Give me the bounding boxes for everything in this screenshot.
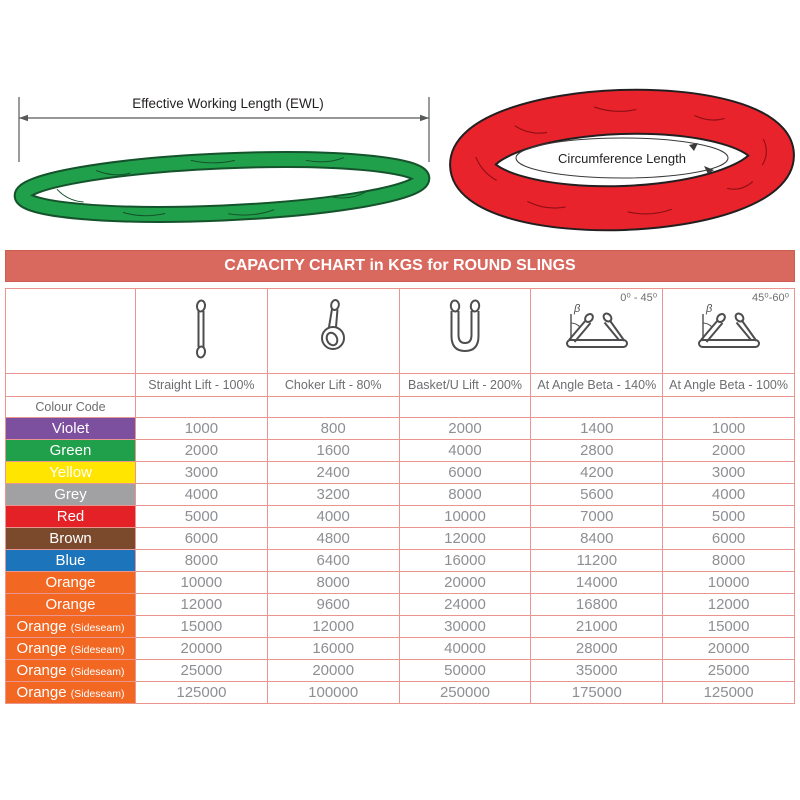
value-cell: 8000 — [136, 550, 268, 572]
colour-suffix: (Sideseam) — [70, 644, 125, 656]
value-cell: 175000 — [531, 682, 663, 704]
icon-cell-1 — [267, 289, 399, 374]
ewl-label: Effective Working Length (EWL) — [132, 96, 324, 111]
value-cell: 20000 — [399, 572, 531, 594]
colour-swatch-cell — [6, 462, 136, 484]
value-cell: 4000 — [267, 506, 399, 528]
value-cell: 30000 — [399, 616, 531, 638]
colour-swatch-cell — [6, 528, 136, 550]
value-cell: 15000 — [136, 616, 268, 638]
colour-code-row — [6, 397, 795, 418]
colour-name: Blue — [55, 552, 86, 569]
straight-lift-icon — [188, 347, 214, 364]
value-cell: 24000 — [399, 594, 531, 616]
column-label: Basket/U Lift - 200% — [399, 374, 531, 397]
value-cell: 8400 — [531, 528, 663, 550]
value-cell: 2000 — [136, 440, 268, 462]
value-cell: 7000 — [531, 506, 663, 528]
table-row — [6, 506, 795, 528]
colour-swatch-cell — [6, 638, 136, 660]
colour-swatch-cell — [6, 660, 136, 682]
value-cell: 4200 — [531, 462, 663, 484]
colour-swatch-cell — [6, 572, 136, 594]
table-row — [6, 462, 795, 484]
green-sling-ring — [21, 150, 423, 224]
angle-beta-icon — [692, 302, 766, 361]
corner-cell — [6, 374, 136, 397]
value-cell: 6000 — [399, 462, 531, 484]
corner-cell — [6, 289, 136, 374]
empty-cell — [136, 397, 268, 418]
column-label: At Angle Beta - 140% — [531, 374, 663, 397]
value-cell: 40000 — [399, 638, 531, 660]
table-row — [6, 682, 795, 704]
colour-swatch-cell — [6, 418, 136, 440]
table-row — [6, 660, 795, 682]
value-cell: 21000 — [531, 616, 663, 638]
value-cell: 12000 — [136, 594, 268, 616]
colour-swatch-cell — [6, 550, 136, 572]
value-cell: 25000 — [663, 660, 795, 682]
colour-name: Orange — [16, 618, 67, 635]
icon-cell-4 — [663, 289, 795, 374]
basket-u-lift-icon — [442, 347, 488, 364]
value-cell: 5000 — [136, 506, 268, 528]
value-cell: 4800 — [267, 528, 399, 550]
table-row — [6, 440, 795, 462]
value-cell: 10000 — [136, 572, 268, 594]
colour-name: Orange — [16, 684, 67, 701]
value-cell: 35000 — [531, 660, 663, 682]
colour-suffix: (Sideseam) — [70, 688, 125, 700]
value-cell: 6000 — [663, 528, 795, 550]
colour-swatch-cell — [6, 484, 136, 506]
angle-range-note: 45⁰-60⁰ — [752, 292, 789, 304]
value-cell: 4000 — [663, 484, 795, 506]
colour-name: Red — [56, 508, 85, 525]
value-cell: 1400 — [531, 418, 663, 440]
table-row — [6, 550, 795, 572]
value-cell: 12000 — [267, 616, 399, 638]
value-cell: 12000 — [663, 594, 795, 616]
value-cell: 5000 — [663, 506, 795, 528]
value-cell: 1000 — [136, 418, 268, 440]
value-cell: 50000 — [399, 660, 531, 682]
colour-name: Green — [49, 442, 92, 459]
chart-title: CAPACITY CHART in KGS for ROUND SLINGS — [5, 250, 795, 282]
table-row — [6, 616, 795, 638]
table-row — [6, 418, 795, 440]
colour-swatch-cell — [6, 682, 136, 704]
value-cell: 15000 — [663, 616, 795, 638]
value-cell: 5600 — [531, 484, 663, 506]
value-cell: 10000 — [663, 572, 795, 594]
value-cell: 10000 — [399, 506, 531, 528]
colour-code-label: Colour Code — [6, 397, 136, 418]
icon-cell-3 — [531, 289, 663, 374]
value-cell: 2000 — [399, 418, 531, 440]
value-cell: 2000 — [663, 440, 795, 462]
table-row — [6, 528, 795, 550]
value-cell: 16800 — [531, 594, 663, 616]
colour-swatch-cell — [6, 440, 136, 462]
value-cell: 14000 — [531, 572, 663, 594]
value-cell: 4000 — [136, 484, 268, 506]
empty-cell — [663, 397, 795, 418]
angle-range-note: 0⁰ - 45⁰ — [620, 292, 658, 304]
value-cell: 28000 — [531, 638, 663, 660]
icon-cell-0 — [136, 289, 268, 374]
sling-diagrams — [0, 0, 800, 250]
value-cell: 2800 — [531, 440, 663, 462]
value-cell: 20000 — [663, 638, 795, 660]
value-cell: 125000 — [136, 682, 268, 704]
column-label: Straight Lift - 100% — [136, 374, 268, 397]
value-cell: 3000 — [136, 462, 268, 484]
colour-swatch-cell — [6, 594, 136, 616]
colour-swatch-cell — [6, 616, 136, 638]
angle-beta-icon — [560, 302, 634, 361]
colour-name: Violet — [51, 420, 90, 437]
colour-suffix: (Sideseam) — [70, 666, 125, 678]
value-cell: 3200 — [267, 484, 399, 506]
colour-name: Orange — [16, 640, 67, 657]
icon-cell-2 — [399, 289, 531, 374]
table-row — [6, 484, 795, 506]
value-cell: 16000 — [399, 550, 531, 572]
value-cell: 125000 — [663, 682, 795, 704]
colour-name: Grey — [54, 486, 87, 503]
value-cell: 100000 — [267, 682, 399, 704]
value-cell: 12000 — [399, 528, 531, 550]
red-sling-illustration — [446, 82, 798, 242]
value-cell: 6000 — [136, 528, 268, 550]
table-row — [6, 594, 795, 616]
capacity-chart — [0, 250, 800, 704]
empty-cell — [399, 397, 531, 418]
capacity-table — [5, 288, 795, 704]
value-cell: 4000 — [399, 440, 531, 462]
value-cell: 800 — [267, 418, 399, 440]
value-cell: 250000 — [399, 682, 531, 704]
empty-cell — [531, 397, 663, 418]
value-cell: 3000 — [663, 462, 795, 484]
colour-name: Orange — [16, 662, 67, 679]
svg-text:β: β — [705, 302, 712, 315]
colour-name: Orange — [45, 574, 96, 591]
icon-header-row — [6, 289, 795, 374]
value-cell: 20000 — [136, 638, 268, 660]
green-sling-illustration — [2, 82, 444, 242]
value-cell: 2400 — [267, 462, 399, 484]
value-cell: 1000 — [663, 418, 795, 440]
value-cell: 8000 — [399, 484, 531, 506]
column-label: Choker Lift - 80% — [267, 374, 399, 397]
value-cell: 20000 — [267, 660, 399, 682]
colour-name: Yellow — [49, 464, 92, 481]
column-label-row — [6, 374, 795, 397]
colour-name: Orange — [45, 596, 96, 613]
value-cell: 25000 — [136, 660, 268, 682]
value-cell: 8000 — [267, 572, 399, 594]
value-cell: 11200 — [531, 550, 663, 572]
circumference-label: Circumference Length — [558, 151, 686, 166]
value-cell: 1600 — [267, 440, 399, 462]
colour-name: Brown — [49, 530, 92, 547]
svg-text:β: β — [573, 302, 581, 315]
table-row — [6, 572, 795, 594]
colour-swatch-cell — [6, 506, 136, 528]
column-label: At Angle Beta - 100% — [663, 374, 795, 397]
value-cell: 6400 — [267, 550, 399, 572]
value-cell: 8000 — [663, 550, 795, 572]
value-cell: 16000 — [267, 638, 399, 660]
colour-suffix: (Sideseam) — [70, 622, 125, 634]
empty-cell — [267, 397, 399, 418]
choker-lift-icon — [316, 347, 350, 364]
table-row — [6, 638, 795, 660]
value-cell: 9600 — [267, 594, 399, 616]
